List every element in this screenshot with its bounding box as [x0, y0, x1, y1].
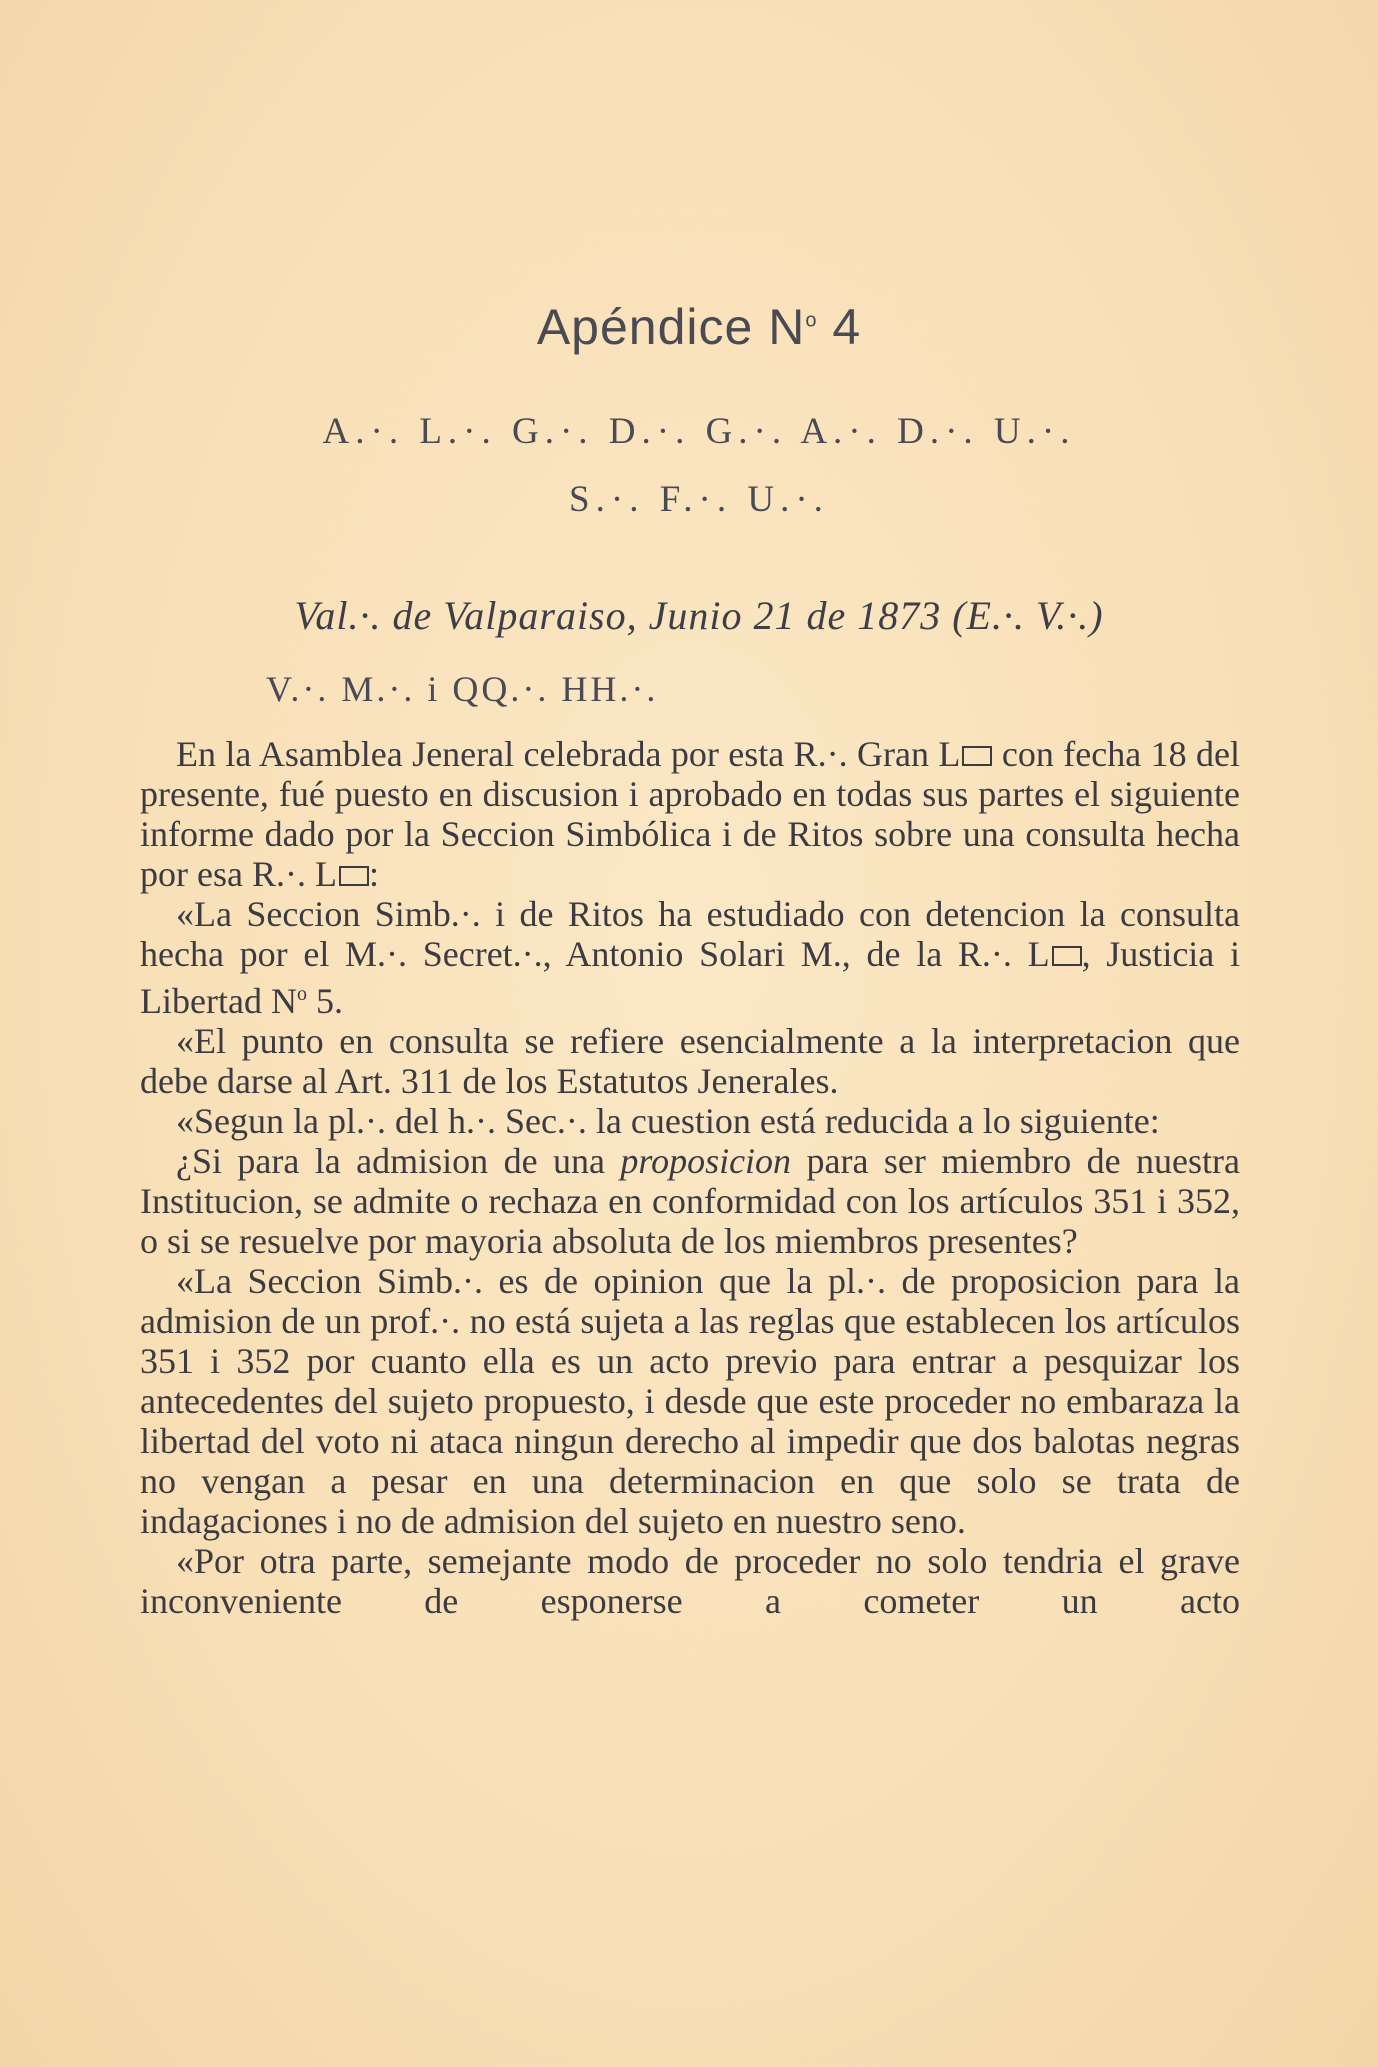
paragraph-3: «El punto en consulta se refiere esencialmente a la interpretacion que debe darse al Art. 311 de los Estatutos Jenerales. [140, 1021, 1240, 1101]
title-number: 4 [832, 299, 862, 355]
salutation: V.·. M.·. i QQ.·. HH.·. [266, 669, 659, 709]
lodge-symbol-icon [339, 866, 369, 886]
paragraph-6: «La Seccion Simb.·. es de opinion que la pl.·. de proposicion para la admision de un prof.·. no está sujeta a las reglas que establecen los artículos 351 i 352 por cuanto ella es un acto previo para entrar a pesquizar los antecedentes del sujeto propuesto, i desde que este proceder no embaraza la libertad del voto ni ataca ningun derecho al impedir que dos balotas negras no vengan a pesar en una determinacion en que solo se trata de indagaciones i no de admision del sujeto en nuestro seno. [140, 1261, 1240, 1541]
letter-body [140, 734, 1240, 1621]
paragraph-7: «Por otra parte, semejante modo de proceder no solo tendria el grave inconveniente de esponerse a cometer un acto [140, 1541, 1240, 1621]
lodge-symbol-icon [1052, 946, 1082, 966]
masonic-abbreviation-line-2: S.·. F.·. U.·. [569, 479, 829, 520]
paragraph-2: «La Seccion Simb.·. i de Ritos ha estudiado con detencion la consulta hecha por el M.·. Secret.·., Antonio Solari M., de la R.·. L , Justicia i Libertad $N^o$ 5. [140, 894, 1240, 1021]
ordinal-mark: o [805, 309, 818, 332]
paragraph-4: «Segun la pl.·. del h.·. Sec.·. la cuestion está reducida a lo siguiente: [176, 1101, 1160, 1141]
masonic-abbreviation-line-1: A.·. L.·. G.·. D.·. G.·. A.·. D.·. U.·. [322, 411, 1076, 452]
paragraph-1: En la Asamblea Jeneral celebrada por esta R.·. Gran L con fecha 18 del presente, fué puesto en discusion i aprobado en todas sus partes el siguiente informe dado por la Seccion Simbólica i de Ritos sobre una consulta hecha por esa R.·. L : [140, 734, 1240, 894]
paragraph-5: ¿Si para la admision de una proposicion para ser miembro de nuestra Institucion, se admite o rechaza en conformidad con los artículos 351 i 352, o si se resuelve por mayoria absoluta de los miembros presentes? [140, 1141, 1240, 1261]
page-title: Apéndice $N^o$ 4 [536, 299, 862, 355]
italic-term: proposicion [620, 1141, 792, 1181]
lodge-symbol-icon [962, 746, 992, 766]
dateline: Val.·. de Valparaiso, Junio 21 de 1873 (E.·. V.·.) [294, 593, 1104, 638]
